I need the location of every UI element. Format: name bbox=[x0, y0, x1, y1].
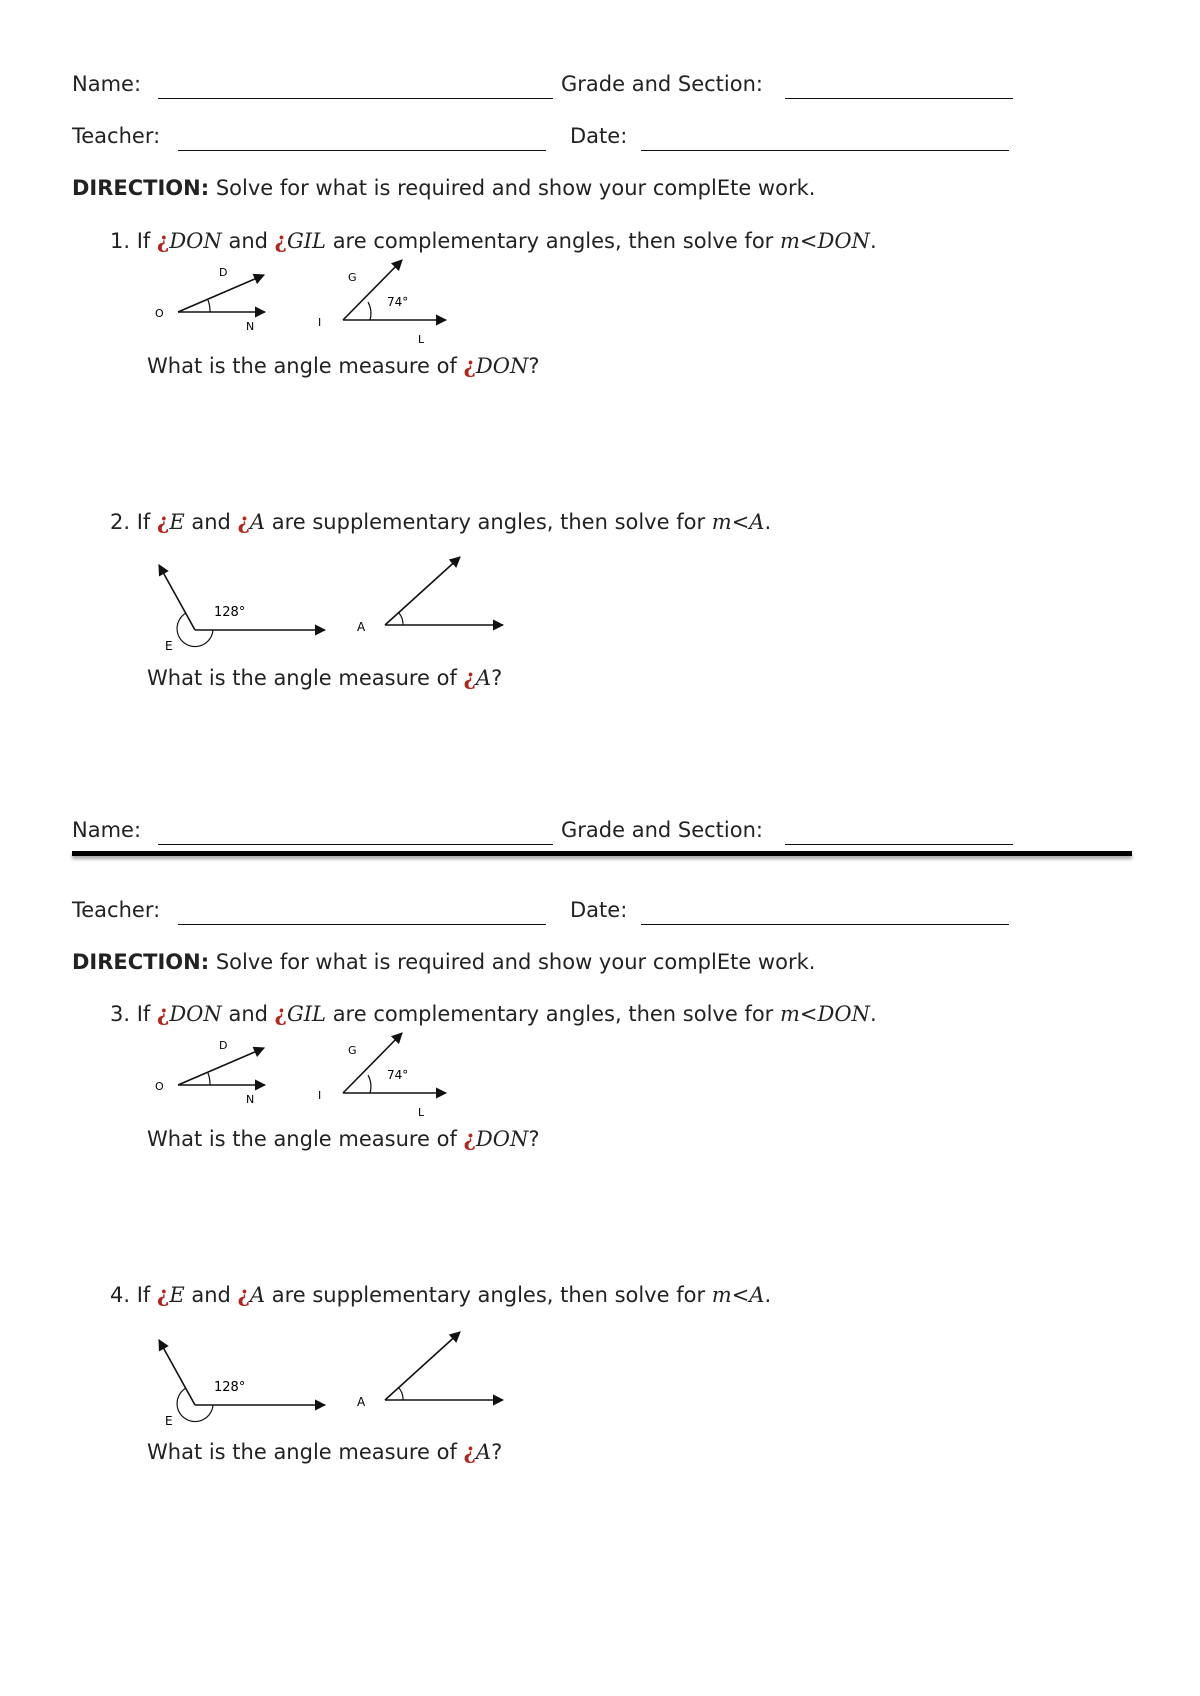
question-text: are supplementary angles, then solve for bbox=[271, 1283, 706, 1307]
problem-1-ask bbox=[147, 353, 539, 378]
cut-divider-rule bbox=[72, 851, 1132, 856]
label-l: L bbox=[418, 333, 425, 346]
angle-name: DON bbox=[169, 1002, 222, 1026]
grade-blank-2[interactable] bbox=[785, 844, 1013, 845]
angle-symbol-icon: ¿ bbox=[237, 509, 250, 534]
date-label-2: Date: bbox=[570, 898, 628, 922]
grade-blank[interactable] bbox=[785, 98, 1013, 99]
label-n: N bbox=[246, 1093, 255, 1106]
label-i: I bbox=[318, 316, 322, 329]
angle-e-figure bbox=[159, 1340, 325, 1428]
problem-4-ask bbox=[147, 1439, 502, 1464]
question-word: and bbox=[191, 510, 231, 534]
question-word: If bbox=[136, 229, 151, 253]
angle-gil-figure bbox=[318, 1033, 446, 1119]
ask-end: ? bbox=[491, 1440, 503, 1464]
ask-end: ? bbox=[528, 354, 540, 378]
question-word: If bbox=[136, 1283, 151, 1307]
angle-a-figure bbox=[357, 557, 503, 634]
angle-symbol-icon: ¿ bbox=[157, 228, 170, 253]
teacher-label-2: Teacher: bbox=[72, 898, 161, 922]
supplementary-angles-figure-4 bbox=[150, 1330, 510, 1430]
target-measure: m<A bbox=[711, 1283, 765, 1307]
name-blank[interactable] bbox=[158, 98, 553, 99]
angle-symbol-icon: ¿ bbox=[274, 1001, 287, 1026]
angle-symbol-icon: ¿ bbox=[157, 1001, 170, 1026]
angle-a-figure bbox=[357, 1332, 503, 1409]
angle-gil-figure bbox=[318, 260, 446, 346]
angle-name: E bbox=[169, 510, 185, 534]
target-measure: m<A bbox=[711, 510, 765, 534]
ask-text: What is the angle measure of bbox=[147, 1440, 457, 1464]
problem-1-question bbox=[110, 228, 877, 253]
direction-line-2 bbox=[72, 950, 815, 974]
label-g: G bbox=[348, 271, 357, 284]
angle-name: DON bbox=[169, 229, 222, 253]
angle-symbol-icon: ¿ bbox=[157, 509, 170, 534]
label-e: E bbox=[165, 639, 173, 653]
label-o: O bbox=[155, 307, 164, 320]
ask-text: What is the angle measure of bbox=[147, 666, 457, 690]
teacher-label: Teacher: bbox=[72, 124, 161, 148]
grade-label: Grade and Section: bbox=[561, 72, 763, 96]
angle-symbol-icon: ¿ bbox=[463, 1439, 476, 1464]
angle-symbol-icon: ¿ bbox=[463, 1126, 476, 1151]
ask-target: DON bbox=[475, 354, 529, 378]
angle-don-figure bbox=[155, 1039, 265, 1106]
problem-number: 3. bbox=[110, 1002, 131, 1026]
name-label: Name: bbox=[72, 72, 142, 96]
question-word: and bbox=[228, 1002, 268, 1026]
grade-label-2: Grade and Section: bbox=[561, 818, 763, 842]
target-measure: m<DON bbox=[780, 229, 870, 253]
label-o: O bbox=[155, 1080, 164, 1093]
name-blank-2[interactable] bbox=[158, 844, 553, 845]
direction-line bbox=[72, 176, 815, 200]
teacher-blank-2[interactable] bbox=[178, 924, 546, 925]
angle-symbol-icon: ¿ bbox=[463, 353, 476, 378]
problem-3-question bbox=[110, 1001, 877, 1026]
angle-don-figure bbox=[155, 266, 265, 333]
problem-2-question bbox=[110, 509, 771, 534]
date-blank[interactable] bbox=[641, 150, 1009, 151]
label-g: G bbox=[348, 1044, 357, 1057]
label-i: I bbox=[318, 1089, 322, 1102]
direction-label: DIRECTION: bbox=[72, 176, 210, 200]
angle-name: GIL bbox=[286, 229, 326, 253]
ask-target: A bbox=[475, 1440, 492, 1464]
name-label-2: Name: bbox=[72, 818, 142, 842]
angle-e-figure bbox=[159, 565, 325, 653]
question-end: . bbox=[869, 1002, 877, 1026]
question-word: If bbox=[136, 510, 151, 534]
teacher-blank[interactable] bbox=[178, 150, 546, 151]
direction-label: DIRECTION: bbox=[72, 950, 210, 974]
angle-name: A bbox=[249, 510, 266, 534]
angle-symbol-icon: ¿ bbox=[157, 1282, 170, 1307]
problem-3-ask bbox=[147, 1126, 539, 1151]
angle-74-label: 74° bbox=[387, 295, 409, 309]
angle-128-label: 128° bbox=[214, 605, 246, 620]
angle-name: GIL bbox=[286, 1002, 326, 1026]
date-blank-2[interactable] bbox=[641, 924, 1009, 925]
problem-number: 4. bbox=[110, 1283, 131, 1307]
date-label: Date: bbox=[570, 124, 628, 148]
angle-symbol-icon: ¿ bbox=[274, 228, 287, 253]
question-text: are complementary angles, then solve for bbox=[332, 229, 774, 253]
label-n: N bbox=[246, 320, 255, 333]
question-word: and bbox=[228, 229, 268, 253]
problem-2-ask bbox=[147, 665, 502, 690]
angle-name: A bbox=[249, 1283, 266, 1307]
label-e: E bbox=[165, 1414, 173, 1428]
angle-128-label: 128° bbox=[214, 1380, 246, 1395]
ask-target: DON bbox=[475, 1127, 529, 1151]
direction-text: Solve for what is required and show your complEte work. bbox=[215, 176, 816, 200]
label-l: L bbox=[418, 1106, 425, 1119]
ask-end: ? bbox=[528, 1127, 540, 1151]
target-measure: m<DON bbox=[780, 1002, 870, 1026]
problem-4-question bbox=[110, 1282, 771, 1307]
label-a: A bbox=[357, 620, 366, 634]
problem-number: 1. bbox=[110, 229, 131, 253]
angle-name: E bbox=[169, 1283, 185, 1307]
angle-74-label: 74° bbox=[387, 1068, 409, 1082]
label-d: D bbox=[219, 1039, 228, 1052]
ask-target: A bbox=[475, 666, 492, 690]
complementary-angles-figure-1 bbox=[150, 262, 460, 344]
supplementary-angles-figure-2 bbox=[150, 555, 510, 655]
question-text: are complementary angles, then solve for bbox=[332, 1002, 774, 1026]
angle-symbol-icon: ¿ bbox=[237, 1282, 250, 1307]
question-end: . bbox=[764, 510, 772, 534]
question-end: . bbox=[869, 229, 877, 253]
label-a: A bbox=[357, 1395, 366, 1409]
question-word: and bbox=[191, 1283, 231, 1307]
problem-number: 2. bbox=[110, 510, 131, 534]
ask-text: What is the angle measure of bbox=[147, 354, 457, 378]
question-text: are supplementary angles, then solve for bbox=[271, 510, 706, 534]
ask-text: What is the angle measure of bbox=[147, 1127, 457, 1151]
question-end: . bbox=[764, 1283, 772, 1307]
angle-symbol-icon: ¿ bbox=[463, 665, 476, 690]
complementary-angles-figure-3 bbox=[150, 1035, 460, 1117]
question-word: If bbox=[136, 1002, 151, 1026]
label-d: D bbox=[219, 266, 228, 279]
direction-text: Solve for what is required and show your complEte work. bbox=[215, 950, 816, 974]
ask-end: ? bbox=[491, 666, 503, 690]
